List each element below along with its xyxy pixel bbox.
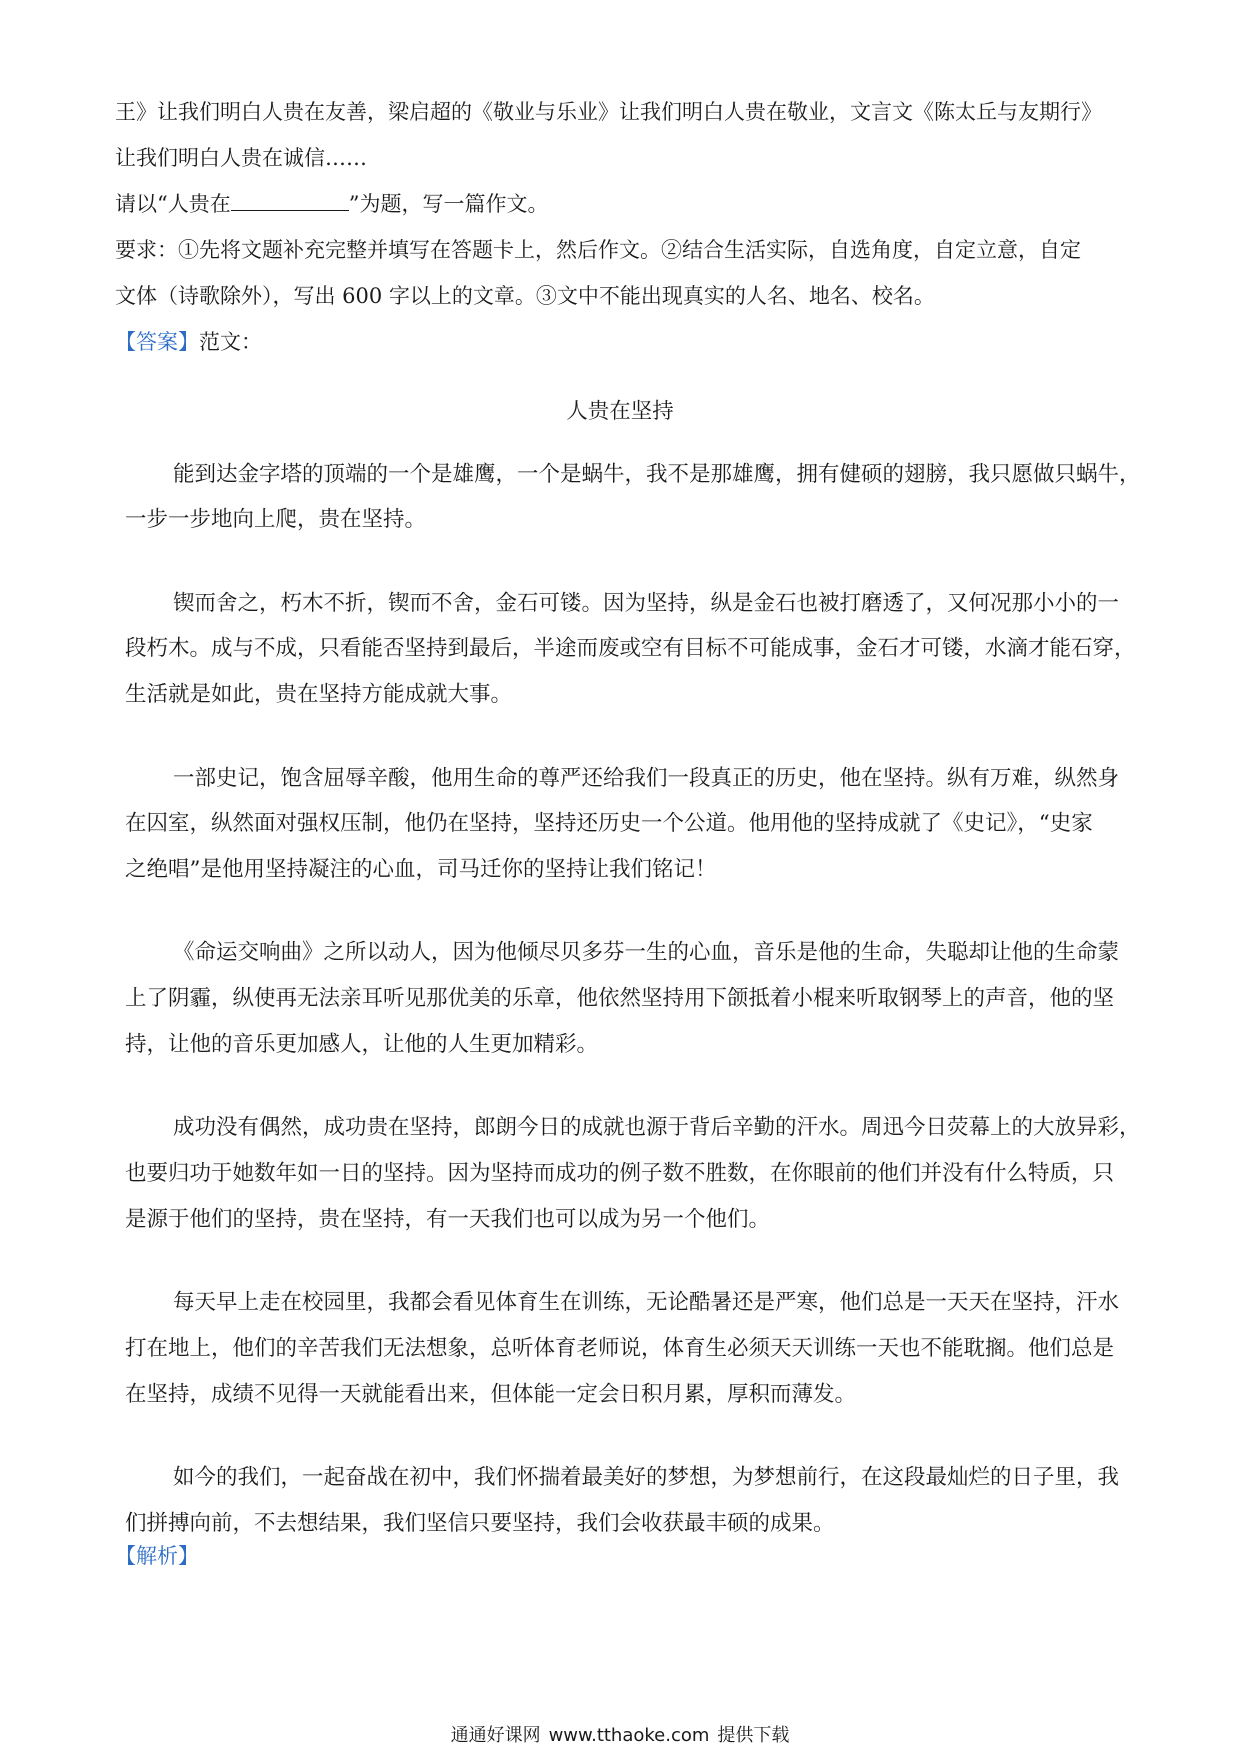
- paragraph-line: 之绝唱”是他用坚持凝注的心血，司马迁你的坚持让我们铭记！: [125, 857, 717, 882]
- paragraph-line: 段朽木。成与不成，只看能否坚持到最后，半途而废或空有目标不可能成事，金石才可镂，水滴才能石穿，: [125, 636, 1136, 661]
- answer-heading: [115, 328, 262, 356]
- paragraph-line: 一步一步地向上爬，贵在坚持。: [125, 507, 427, 532]
- paragraph-line: 打在地上，他们的辛苦我们无法想象，总听体育老师说，体育生必须天天训练一天也不能耽搁。他们总是: [125, 1336, 1115, 1361]
- paragraph-line: 上了阴霾，纵使再无法亲耳听见那优美的乐章，他依然坚持用下颌抵着小棍来听取钢琴上的声音，他的坚: [125, 986, 1115, 1011]
- paragraph-line: 是源于他们的坚持，贵在坚持，有一天我们也可以成为另一个他们。: [125, 1207, 771, 1232]
- paragraph-line: 生活就是如此，贵在坚持方能成就大事。: [125, 682, 513, 707]
- footer-suffix: 提供下载: [717, 1725, 790, 1746]
- title-blank: [231, 190, 349, 211]
- paragraph-line: 锲而舍之，朽木不折，锲而不舍，金石可镂。因为坚持，纵是金石也被打磨透了，又何况那小小的一: [173, 591, 1120, 616]
- answer-tag: 【答案】: [115, 330, 199, 354]
- paragraph-line: 能到达金字塔的顶端的一个是雄鹰，一个是蜗牛，我不是那雄鹰，拥有健硕的翅膀，我只愿做只蜗牛，: [173, 462, 1141, 487]
- requirement-line: 要求：①先将文题补充完整并填写在答题卡上，然后作文。②结合生活实际，自选角度，自定立意，自定: [115, 238, 1081, 262]
- analysis-heading: [115, 1542, 199, 1570]
- requirement-line: 文体（诗歌除外），写出 600 字以上的文章。③文中不能出现真实的人名、地名、校名。: [115, 284, 935, 308]
- paragraph-line: 如今的我们，一起奋战在初中，我们怀揣着最美好的梦想，为梦想前行，在这段最灿烂的日子里，我: [173, 1465, 1120, 1490]
- essay-title: 人贵在坚持: [566, 399, 674, 424]
- answer-label: 范文：: [199, 330, 262, 354]
- paragraph-line: 《命运交响曲》之所以动人，因为他倾尽贝多芬一生的心血，音乐是他的生命，失聪却让他的生命蒙: [173, 940, 1120, 965]
- question-text-line: 王》让我们明白人贵在友善，梁启超的《敬业与乐业》让我们明白人贵在敬业，文言文《陈太丘与友期行》: [115, 100, 1102, 124]
- paragraph-line: 们拼搏向前，不去想结果，我们坚信只要坚持，我们会收获最丰硕的成果。: [125, 1511, 835, 1536]
- paragraph-line: 每天早上走在校园里，我都会看见体育生在训练，无论酷暑还是严寒，他们总是一天天在坚持，汗水: [173, 1290, 1120, 1315]
- paragraph-line: 成功没有偶然，成功贵在坚持，郎朗今日的成就也源于背后辛勤的汗水。周迅今日荧幕上的大放异彩，: [173, 1115, 1141, 1140]
- question-text-line: 让我们明白人贵在诚信……: [115, 146, 367, 170]
- prompt-prefix: 请以“人贵在: [115, 192, 231, 216]
- footer-site-name: 通通好课网: [450, 1725, 541, 1746]
- paragraph-line: 一部史记，饱含屈辱辛酸，他用生命的尊严还给我们一段真正的历史，他在坚持。纵有万难，纵然身: [173, 766, 1120, 791]
- paragraph-line: 也要归功于她数年如一日的坚持。因为坚持而成功的例子数不胜数，在你眼前的他们并没有什么特质，只: [125, 1161, 1115, 1186]
- page-footer: [0, 1724, 1240, 1748]
- essay-prompt: [115, 190, 549, 218]
- analysis-tag: 【解析】: [115, 1544, 199, 1568]
- footer-url[interactable]: www.tthaoke.com: [548, 1725, 710, 1746]
- paragraph-line: 在囚室，纵然面对强权压制，他仍在坚持，坚持还历史一个公道。他用他的坚持成就了《史记》，“史家: [125, 811, 1093, 836]
- prompt-suffix: ”为题，写一篇作文。: [348, 192, 549, 216]
- paragraph-line: 持，让他的音乐更加感人，让他的人生更加精彩。: [125, 1032, 599, 1057]
- paragraph-line: 在坚持，成绩不见得一天就能看出来，但体能一定会日积月累，厚积而薄发。: [125, 1382, 857, 1407]
